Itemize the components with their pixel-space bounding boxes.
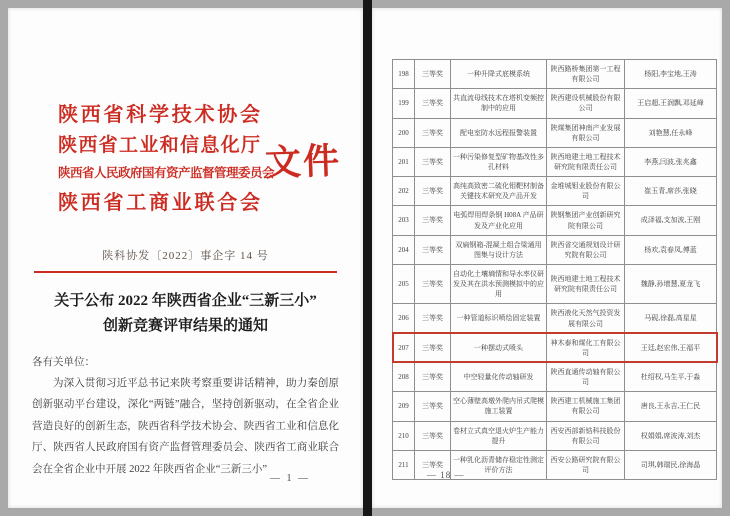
cell-company: 陕西建设机械股份有限公司 xyxy=(547,89,625,118)
cell-people: 杜绍权,马生平,于淼 xyxy=(625,362,717,391)
salutation: 各有关单位： xyxy=(32,356,95,368)
table-row xyxy=(393,421,717,450)
issuing-organization-line: 陕西省科学技术协会 xyxy=(58,104,260,126)
cell-no: 206 xyxy=(393,304,415,333)
notice-body-paragraph: 为深入贯彻习近平总书记来陕考察重要讲话精神，助力秦创原创新驱动平台建设，深化“两链”融合，坚持创新驱动，在全省企业营造良好的创新生态，陕西省科学技术协会、陕西省工业和信息化厅、陕西省人民政府国有资产监督管理委员会、陕西省工商业联合会在全省企业中开展 2022 年陕西省企业“三新三小” xyxy=(32,377,339,475)
cell-company: 陕西液化天然气投资发展有限公司 xyxy=(547,304,625,333)
table-row xyxy=(393,333,717,362)
page-divider xyxy=(363,0,372,516)
cell-award: 三等奖 xyxy=(415,118,451,147)
document-number: 陕科协发〔2022〕事企字 14 号 xyxy=(102,249,269,262)
cell-no: 200 xyxy=(393,118,415,147)
cell-project: 电弧焊用焊条钢 H08A 产品研发及产业化应用 xyxy=(451,206,547,235)
cell-company: 陕煤集团神南产业发展有限公司 xyxy=(547,118,625,147)
award-list-page xyxy=(372,8,722,508)
cell-award: 三等奖 xyxy=(415,60,451,89)
cell-company: 陕西直通传动轴有限公司 xyxy=(547,362,625,391)
cell-project: 一种污染修复型矿物基改性多孔材料 xyxy=(451,147,547,176)
cell-award: 三等奖 xyxy=(415,206,451,235)
cell-no: 203 xyxy=(393,206,415,235)
cell-project: 一种升降式底模系统 xyxy=(451,60,547,89)
cell-project: 卷材立式真空退火炉生产能力提升 xyxy=(451,421,547,450)
table-row xyxy=(393,177,717,206)
cell-people: 王廷,赵宏伟,王福平 xyxy=(625,333,717,362)
cell-project: 一种乳化沥青储存稳定性测定评价方法 xyxy=(451,450,547,479)
cell-people: 权娟娟,席波涛,刘杰 xyxy=(625,421,717,450)
cell-company: 金堆城钼业股份有限公司 xyxy=(547,177,625,206)
cell-award: 三等奖 xyxy=(415,147,451,176)
cell-company: 陕西地建土地工程技术研究院有限责任公司 xyxy=(547,264,625,303)
cell-no: 209 xyxy=(393,392,415,421)
cell-no: 202 xyxy=(393,177,415,206)
cell-project: 一种摆动式喷头 xyxy=(451,333,547,362)
cell-project: 中空轻量化传动轴研发 xyxy=(451,362,547,391)
cell-company: 陕钢集团产业创新研究院有限公司 xyxy=(547,206,625,235)
cell-project: 配电室防水远程报警装置 xyxy=(451,118,547,147)
table-row xyxy=(393,264,717,303)
issuing-organization-line: 陕西省工业和信息化厅 xyxy=(58,135,260,156)
issuing-organizations xyxy=(58,100,275,219)
cell-project: 自动化土壤墒情和导水率仪研发及其在洪水预测模拟中的应用 xyxy=(451,264,547,303)
table-row xyxy=(393,235,717,264)
cell-project: 双扁钢箱-混凝土组合梁通用图集与设计方法 xyxy=(451,235,547,264)
cell-award: 三等奖 xyxy=(415,264,451,303)
cell-project: 共直流母线技术在塔机变频控制中的应用 xyxy=(451,89,547,118)
table-row xyxy=(393,362,717,391)
issuing-organization-line: 陕西省人民政府国有资产监督管理委员会 xyxy=(58,166,275,181)
cell-company: 陕西建工机械施工集团有限公司 xyxy=(547,392,625,421)
cell-people: 魏静,孙增慧,夏龙飞 xyxy=(625,264,717,303)
cell-award: 三等奖 xyxy=(415,304,451,333)
cell-award: 三等奖 xyxy=(415,421,451,450)
cell-no: 207 xyxy=(393,333,415,362)
table-row xyxy=(393,206,717,235)
document-type-label: 文件 xyxy=(264,140,342,184)
cell-award: 三等奖 xyxy=(415,450,451,479)
cell-company: 神木泰和煤化工有限公司 xyxy=(547,333,625,362)
red-divider-line xyxy=(34,271,337,273)
cell-company: 陕西路桥集团第一工程有限公司 xyxy=(547,60,625,89)
red-letterhead xyxy=(8,100,363,219)
award-table-body xyxy=(393,60,717,480)
cell-people: 李燕,闫波,张兆鑫 xyxy=(625,147,717,176)
cell-no: 211 xyxy=(393,450,415,479)
cell-no: 198 xyxy=(393,60,415,89)
right-page-number: — 18 — xyxy=(427,470,465,480)
cell-people: 唐良,王永吉,王仁民 xyxy=(625,392,717,421)
table-row xyxy=(393,60,717,89)
cell-people: 杨欢,袁春凤,傅蓝 xyxy=(625,235,717,264)
cell-no: 205 xyxy=(393,264,415,303)
cell-project: 空心薄壁高墩外爬内吊式爬模施工装置 xyxy=(451,392,547,421)
cell-no: 208 xyxy=(393,362,415,391)
cell-people: 刘艳慧,任永峰 xyxy=(625,118,717,147)
cell-award: 三等奖 xyxy=(415,362,451,391)
table-row xyxy=(393,392,717,421)
table-row xyxy=(393,118,717,147)
cell-no: 201 xyxy=(393,147,415,176)
table-row xyxy=(393,147,717,176)
cell-people: 崔玉青,席莎,张晓 xyxy=(625,177,717,206)
cell-people: 成泽福,支加波,王刚 xyxy=(625,206,717,235)
cell-award: 三等奖 xyxy=(415,235,451,264)
cell-company: 西安公路研究院有限公司 xyxy=(547,450,625,479)
cell-no: 199 xyxy=(393,89,415,118)
cell-company: 陕西地建土地工程技术研究院有限责任公司 xyxy=(547,147,625,176)
cell-project: 一种管道标识喷绘固定装置 xyxy=(451,304,547,333)
cell-award: 三等奖 xyxy=(415,89,451,118)
table-row xyxy=(393,89,717,118)
cell-project: 高纯高致密二硫化钼靶材制备关键技术研究及产品开发 xyxy=(451,177,547,206)
notice-title-line2: 创新竞赛评审结果的通知 xyxy=(102,318,268,335)
notice-title xyxy=(8,289,363,340)
notice-title-line1: 关于公布 2022 年陕西省企业“三新三小” xyxy=(54,292,317,309)
notice-document-page xyxy=(8,8,363,508)
cell-no: 210 xyxy=(393,421,415,450)
cell-award: 三等奖 xyxy=(415,392,451,421)
cell-award: 三等奖 xyxy=(415,177,451,206)
issuing-organization-line: 陕西省工商业联合会 xyxy=(58,191,260,214)
left-page-number: — 1 — xyxy=(270,473,310,484)
cell-company: 西安西部新锆科技股份有限公司 xyxy=(547,421,625,450)
cell-people: 司琪,韩瑞民,徐海晶 xyxy=(625,450,717,479)
cell-people: 王启超,王润飘,邓延峰 xyxy=(625,89,717,118)
cell-no: 204 xyxy=(393,235,415,264)
cell-award: 三等奖 xyxy=(415,333,451,362)
cell-people: 杨阳,李宝地,王涛 xyxy=(625,60,717,89)
cell-company: 陕西省交通规划设计研究院有限公司 xyxy=(547,235,625,264)
table-row xyxy=(393,304,717,333)
cell-people: 马砚,徐磊,高星星 xyxy=(625,304,717,333)
award-results-table xyxy=(392,59,717,480)
